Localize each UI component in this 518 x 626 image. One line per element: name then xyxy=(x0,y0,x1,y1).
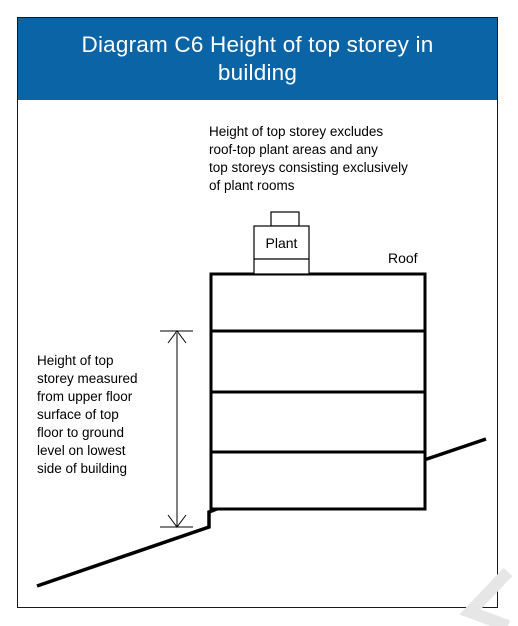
plant-room-cap xyxy=(271,212,299,226)
top-storey-note: Height of top storey excludes roof-top plant areas and any top storeys consisting exclusively of plant rooms xyxy=(209,124,408,193)
height-measurement-note: Height of top storey measured from upper floor surface of top floor to ground level on lowest side of building xyxy=(37,353,138,476)
plant-label: Plant xyxy=(265,235,298,251)
roof-label: Roof xyxy=(388,250,418,266)
diagram-title: Diagram C6 Height of top storey in building xyxy=(81,32,434,85)
watermark-chevron xyxy=(470,572,508,626)
